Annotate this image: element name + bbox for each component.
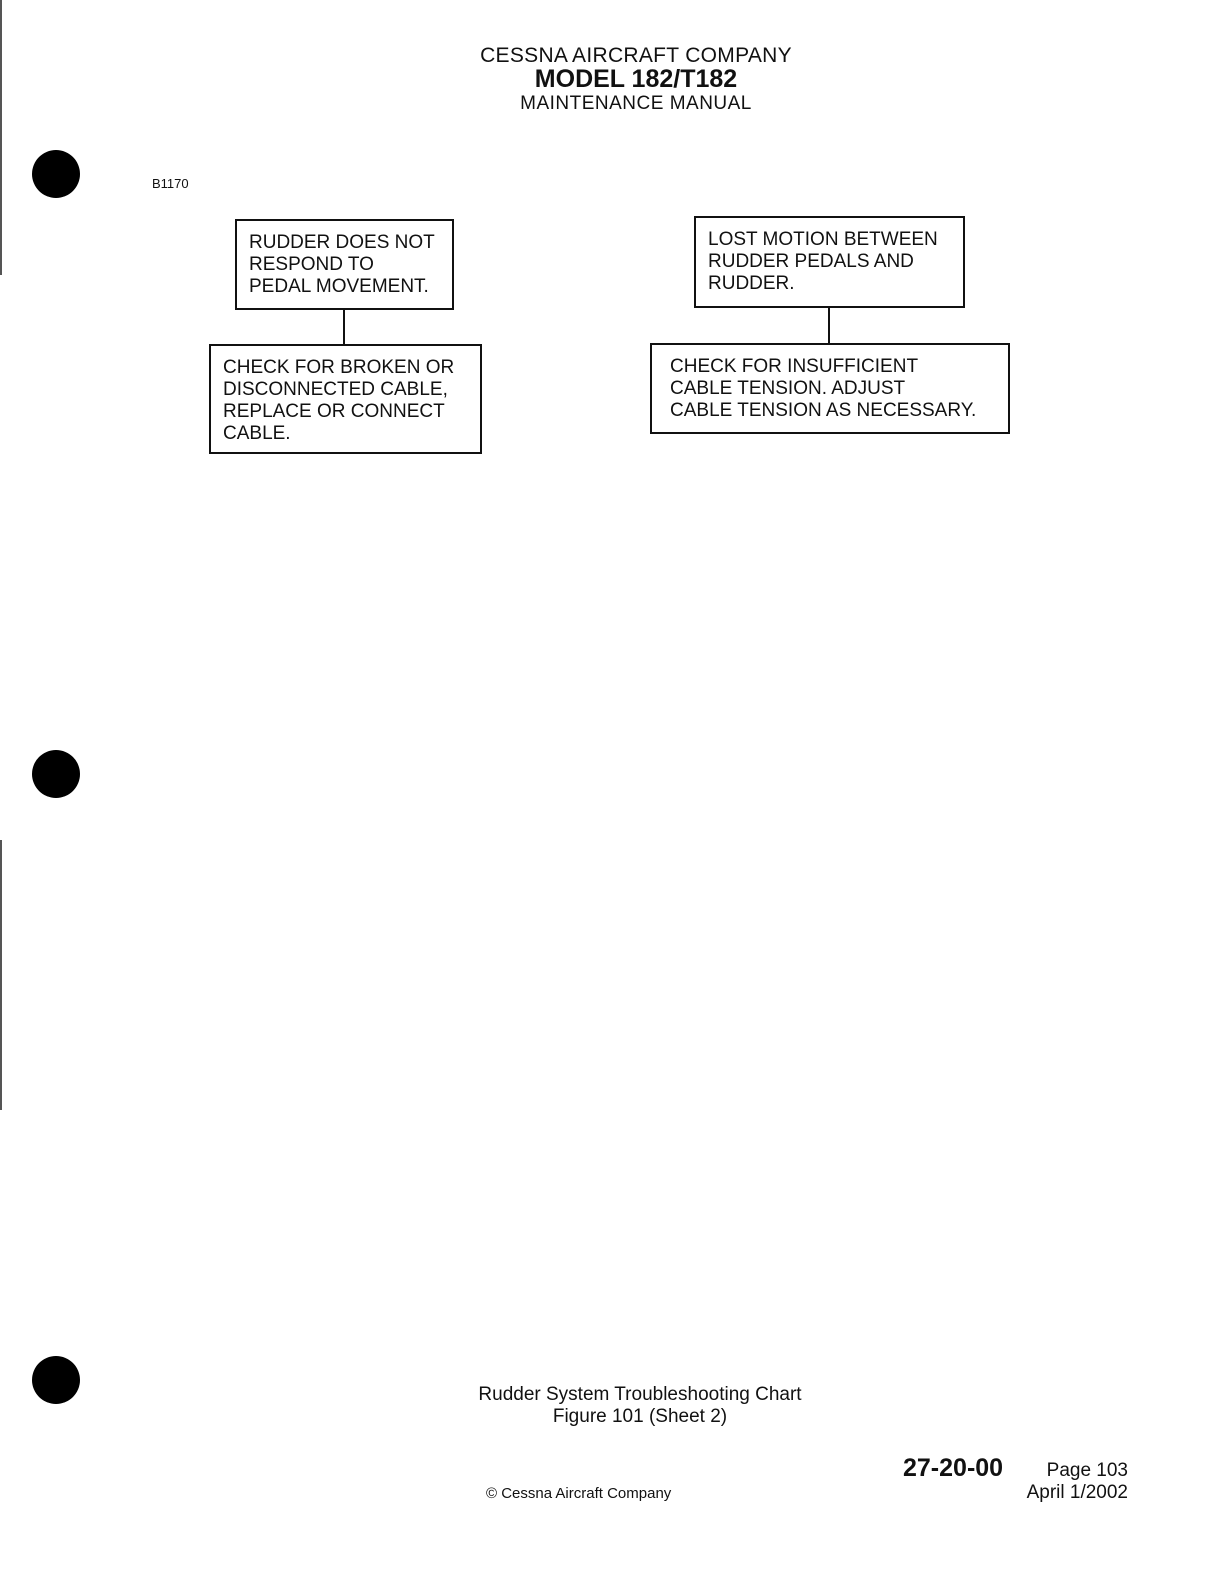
punch-hole	[32, 150, 80, 198]
company-name: CESSNA AIRCRAFT COMPANY	[480, 44, 792, 67]
figure-caption-title: Rudder System Troubleshooting Chart	[478, 1384, 802, 1405]
section-number: 27-20-00	[903, 1454, 1004, 1482]
symptom-box-right: LOST MOTION BETWEEN RUDDER PEDALS AND RUDDER.	[694, 216, 965, 308]
figure-id: B1170	[152, 176, 189, 191]
connector-line-right	[828, 308, 830, 343]
symptom-box-left: RUDDER DOES NOT RESPOND TO PEDAL MOVEMENT.	[235, 219, 454, 310]
manual-title: MAINTENANCE MANUAL	[520, 93, 752, 114]
action-box-right: CHECK FOR INSUFFICIENT CABLE TENSION. ADJUST CABLE TENSION AS NECESSARY.	[650, 343, 1010, 434]
connector-line-left	[343, 310, 345, 344]
figure-caption-sheet: Figure 101 (Sheet 2)	[552, 1406, 728, 1427]
page-info	[1027, 1460, 1128, 1504]
punch-hole	[32, 750, 80, 798]
page-edge-mark	[0, 0, 2, 275]
revision-date: April 1/2002	[1026, 1482, 1128, 1503]
action-box-left: CHECK FOR BROKEN OR DISCONNECTED CABLE, REPLACE OR CONNECT CABLE.	[209, 344, 482, 454]
copyright-notice: © Cessna Aircraft Company	[486, 1485, 672, 1502]
page-edge-mark	[0, 840, 2, 1110]
page-number: Page 103	[1046, 1460, 1128, 1481]
model-title: MODEL 182/T182	[534, 65, 738, 93]
